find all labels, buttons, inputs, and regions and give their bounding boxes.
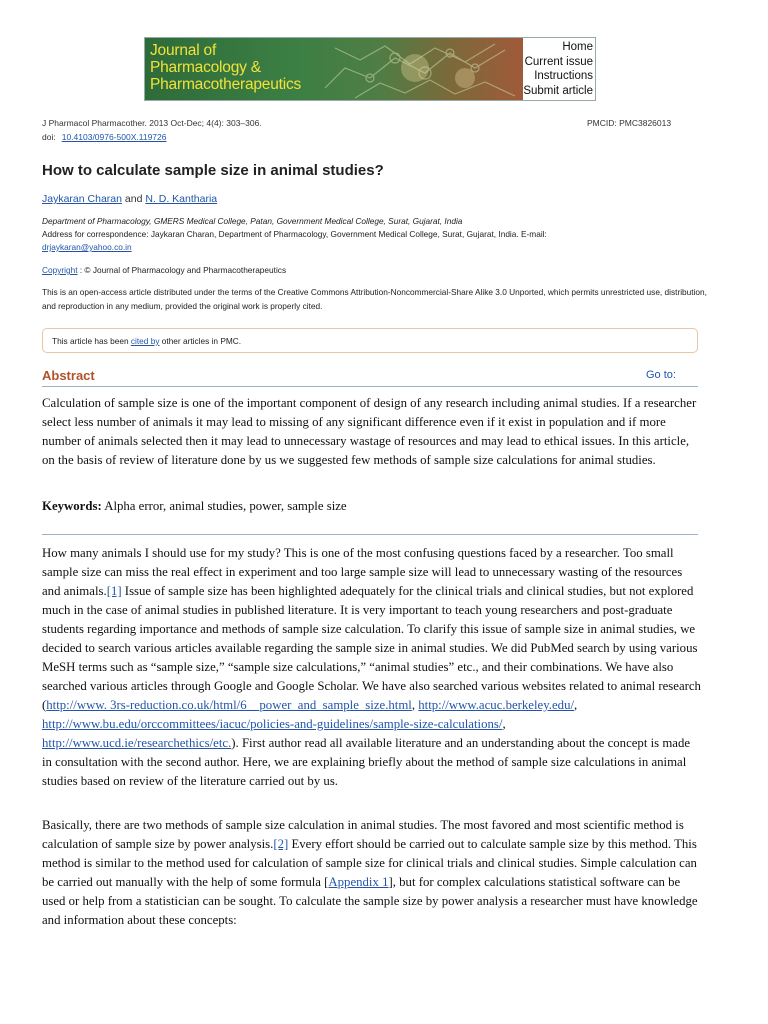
ref-2-link[interactable]: [2] [273, 837, 289, 851]
abstract-divider [42, 386, 698, 387]
article-title: How to calculate sample size in animal studies? [42, 162, 384, 179]
p1-text-a: How many animals I should use for my study? This is one of the most confusing questions faced by a researcher. Too small sample size can miss the real effect in experiment and too large sample size will lead to unnecessary wasting of the resources and animals. [42, 546, 683, 598]
body-paragraph-2 [42, 816, 702, 930]
license-text: This is an open-access article distributed under the terms of the Creative Commons Attribution-Noncommercial-Share Alike 3.0 Unported, which permits unrestricted use, distribution, and reproduction in any medium, provided the original work is properly cited. [42, 287, 707, 311]
doi-link[interactable]: 10.4103/0976-500X.119726 [61, 132, 167, 142]
journal-logo[interactable] [145, 38, 523, 100]
p1-text-b: Issue of sample size has been highlighted adequately for the clinical trials and clinical studies, but not explored much in the case of animal studies in published literature. It is very important to teach young researchers and post-graduate students regarding importance and methods of sample size calculation. To clarify this issue of sample size in animal studies, we decided to search various articles available regarding the sample size in animal studies. We did PubMed search by using various MeSH terms such as “sample size,” “sample size calculations,” “animal studies” etc., and their combinations. We have also searched various articles through Google and Google Scholar. We have also searched various websites related to animal research ( [42, 584, 701, 712]
banner-nav [523, 38, 595, 100]
goto-link[interactable]: Go to: [646, 369, 676, 381]
abstract-heading: Abstract [42, 368, 95, 383]
cited-by-box [42, 328, 698, 353]
abstract-text: Calculation of sample size is one of the important component of design of any research including animal studies. If a researcher select less number of animals it may lead to missing of any significant difference even if it exist in population and if more number of animals selected then it may lead to unnecessary wastage of resources and may lead to ethical issues. In this article, on the basis of review of literature done by us we suggested few methods of sample size calculations for animal studies. [42, 396, 697, 467]
url-bu-link[interactable]: http://www.bu.edu/orccommittees/iacuc/policies-and-guidelines/sample-size-calculations/ [42, 717, 503, 731]
affiliation: Department of Pharmacology, GMERS Medical College, Patan, Government Medical College, Surat, Gujarat, India [42, 216, 463, 226]
cited-pre: This article has been [52, 336, 131, 346]
cited-post: other articles in PMC. [159, 336, 242, 346]
nav-instructions[interactable]: Instructions [534, 70, 593, 82]
copyright [42, 265, 286, 275]
author-link-charan[interactable]: Jaykaran Charan [42, 193, 122, 205]
affiliations [42, 215, 722, 254]
sep-2: , [574, 698, 578, 712]
p1-text-c: ). First author read all available literature and an understanding about the concept is made in consultation with the second author. Here, we are explaining briefly about the method of sample size calculations in animal studies based on review of the literature carried out by us. [42, 736, 691, 788]
keywords [42, 497, 702, 516]
citation: J Pharmacol Pharmacother. 2013 Oct-Dec; 4(4): 303–306. [42, 118, 262, 128]
pmcid: PMCID: PMC3826013 [587, 118, 672, 128]
authors [42, 193, 217, 205]
url-3rs-link[interactable]: http://www. 3rs-reduction.co.uk/html/6__power_and_sample_size.html [46, 698, 412, 712]
correspondence: Address for correspondence: Jaykaran Charan, Department of Pharmacology, Government Medical College, Surat, Gujarat, India. E-mail: [42, 229, 547, 239]
doi [42, 132, 167, 142]
section-divider [42, 534, 698, 535]
email-link[interactable]: drjaykaran@yahoo.co.in [42, 242, 132, 252]
p2-text-c: ], but for complex calculations statistical software can be used or help from a statistician can be sought. To calculate the sample size by power analysis a researcher must have knowledge and information about these concepts: [42, 875, 698, 927]
copyright-link[interactable]: Copyright [42, 265, 78, 275]
appendix-link[interactable]: Appendix 1 [328, 875, 389, 889]
molecule-art-icon [315, 38, 523, 100]
copyright-text: : © Journal of Pharmacology and Pharmacotherapeutics [77, 265, 287, 275]
nav-submit-article[interactable]: Submit article [523, 84, 593, 97]
nav-home[interactable]: Home [562, 41, 593, 53]
url-berkeley-link[interactable]: http://www.acuc.berkeley.edu/ [418, 698, 575, 712]
author-link-kantharia[interactable]: N. D. Kantharia [145, 193, 218, 205]
url-ucd-link[interactable]: http://www.ucd.ie/researchethics/etc. [42, 736, 232, 750]
nav-current-issue[interactable]: Current issue [524, 55, 593, 68]
author-separator: and [124, 193, 143, 205]
body-paragraph-1 [42, 544, 702, 791]
p2-text-b: Every effort should be carried out to calculate sample size by this method. This method is similar to the method used for calculation of sample size for clinical trials and clinical studies. Simple calculation can be carried out manually with the help of some formula [ [42, 837, 697, 889]
sep-1: , [411, 698, 419, 712]
doi-label: doi: [42, 132, 56, 142]
sep-3: , [502, 717, 506, 731]
keywords-label: Keywords: [42, 499, 102, 513]
journal-title: Journal of Pharmacology & Pharmacotherapeutics [150, 42, 302, 93]
keywords-list: Alpha error, animal studies, power, sample size [101, 499, 347, 513]
cited-by-link[interactable]: cited by [130, 336, 160, 346]
journal-banner [144, 37, 596, 101]
p2-text-a: Basically, there are two methods of sample size calculation in animal studies. The most favored and most scientific method is calculation of sample size by power analysis. [42, 818, 684, 851]
ref-1-link[interactable]: [1] [106, 584, 122, 598]
